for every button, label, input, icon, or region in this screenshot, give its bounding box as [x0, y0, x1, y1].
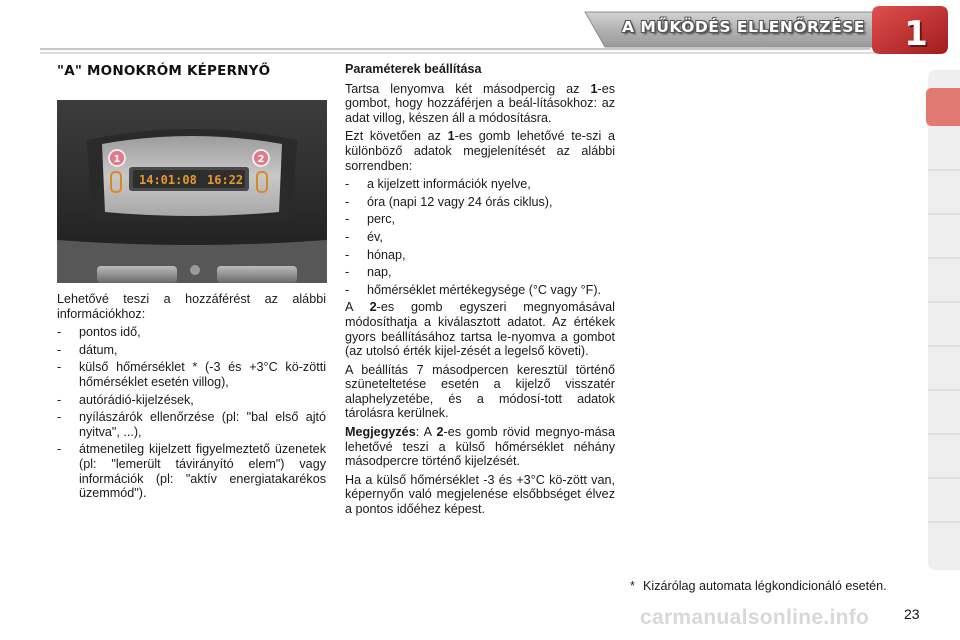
marker-1: 1	[113, 154, 121, 165]
paragraph: Ha a külső hőmérséklet -3 és +3°C kö-zött van, képernyőn való megjelenése elsőbbséget élvez a pontos időéhez képest.	[345, 472, 615, 517]
page-header	[0, 0, 960, 60]
list-item: - a kijelzett információk nyelve,	[345, 177, 531, 192]
paragraph: Tartsa lenyomva két másodpercig az 1-es gombot, hogy hozzáférjen a beál-lításokhoz: az adat villog, készen áll a módosításra.	[345, 81, 615, 125]
chapter-number: 1	[904, 14, 928, 54]
list-item: - dátum,	[57, 342, 118, 357]
settings-heading: Paraméterek beállítása	[345, 62, 482, 76]
chapter-tab-strip	[926, 70, 960, 570]
display-time-readout: 16:22	[207, 173, 244, 187]
note-paragraph: Megjegyzés: A 2-es gomb rövid megnyo-mása lehetővé teszi a külső hőmérséklet néhány másodpercre történő kijelzését.	[345, 425, 615, 469]
list-item: - külső hőmérséklet * (-3 és +3°C kö-zötti hőmérséklet esetén villog),	[57, 360, 326, 389]
watermark: carmanualsonline.info	[640, 606, 870, 629]
footnote-marker: *	[630, 579, 635, 593]
left-column	[57, 292, 326, 504]
section-title: "A" MONOKRÓM KÉPERNYŐ	[57, 63, 271, 79]
list-item: - hónap,	[345, 247, 406, 262]
paragraph: Ezt követően az 1-es gomb lehetővé te-szi a különböző adatok megjelenítését az alábbi sorrendben:	[345, 129, 615, 173]
page-number: 23	[904, 606, 920, 622]
footnote-text: Kizárólag automata légkondicionáló esetén.	[643, 579, 887, 593]
display-photo	[57, 100, 327, 283]
paragraph: A beállítás 7 másodpercen keresztül történő szüneteltetése esetén a kijelző visszatér alaphelyzetébe, és a módosí-tott adatok tárolásra kerülnek.	[345, 362, 615, 421]
intro-text: Lehetővé teszi a hozzáférést az alábbi információkhoz:	[57, 292, 326, 321]
list-item: - perc,	[345, 212, 395, 227]
list-item: - hőmérséklet mértékegysége (°C vagy °F).	[345, 282, 602, 297]
list-item: - óra (napi 12 vagy 24 órás ciklus),	[345, 194, 553, 209]
footnote	[630, 579, 904, 594]
list-item: - autórádió-kijelzések,	[57, 392, 194, 407]
list-item: - pontos idő,	[57, 325, 141, 340]
right-column	[345, 62, 615, 521]
marker-2: 2	[257, 154, 265, 165]
chapter-title: A MŰKÖDÉS ELLENŐRZÉSE	[622, 18, 865, 36]
list-item: - nap,	[345, 265, 392, 280]
display-date-readout: 14:01:08	[139, 173, 197, 187]
paragraph: A 2-es gomb egyszeri megnyomásával módosíthatja a kiválasztott adatot. Az értékek gyors beállításához tartsa le-nyomva a gombot (az utolsó érték kijel-zését a legelső követi).	[345, 300, 615, 359]
list-item: - átmenetileg kijelzett figyelmeztető üzenetek (pl: "lemerült távirányító elem") vagy információk (pl: "aktív energiatakarékos üzemmód").	[57, 442, 326, 501]
list-item: - év,	[345, 229, 383, 244]
list-item: - nyílászárók ellenőrzése (pl: "bal első ajtó nyitva", ...),	[57, 410, 326, 439]
